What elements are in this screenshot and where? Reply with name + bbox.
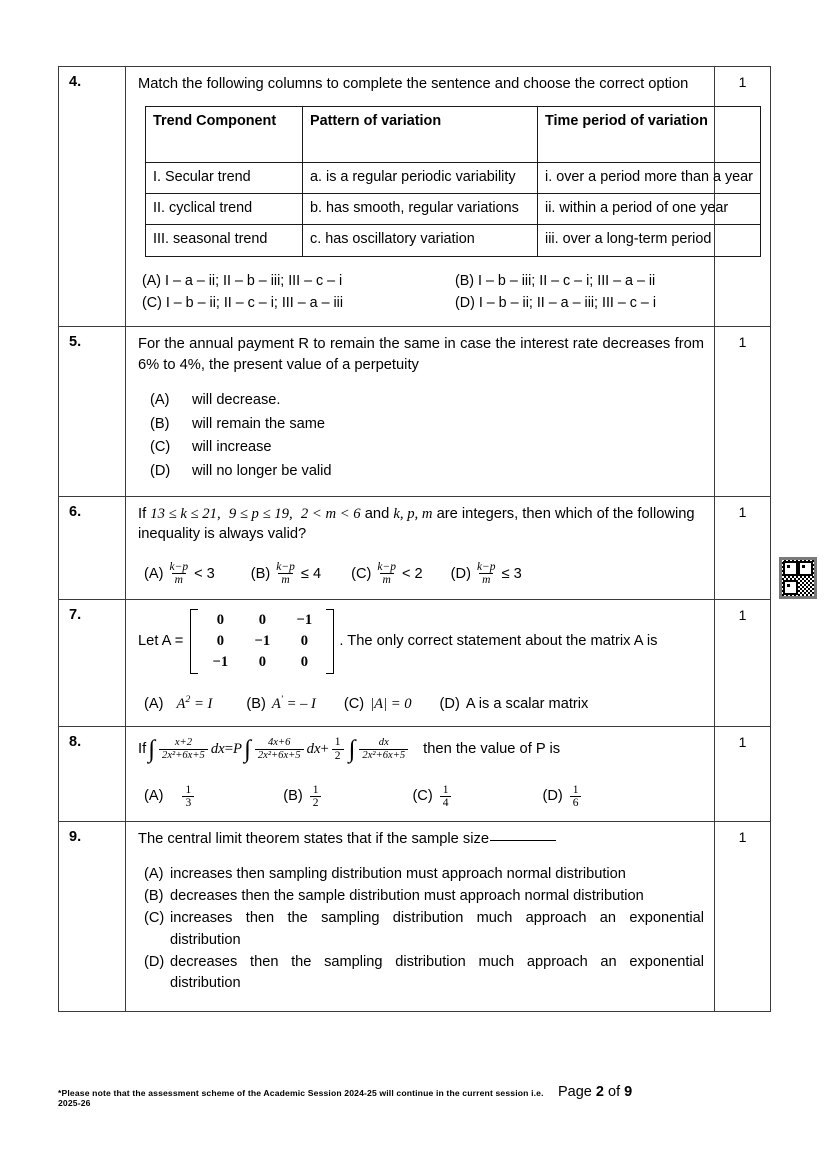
question-number: 6.: [69, 503, 82, 520]
matching-cell-pattern: a. is a regular periodic variability: [303, 162, 538, 193]
question-row-7: [59, 599, 771, 727]
option-a-fraction: $\frac{k-p}{m}$: [169, 561, 189, 587]
differential-1: dx: [210, 740, 225, 757]
option-b[interactable]: [251, 561, 321, 586]
option-c[interactable]: [351, 561, 423, 586]
coefficient-p: P: [232, 740, 242, 757]
question-marks: 1: [738, 334, 747, 351]
matching-row: [146, 194, 761, 225]
option-b[interactable]: [283, 784, 324, 809]
question-number-cell: [59, 727, 126, 822]
question-stem: [138, 504, 704, 546]
question-marks: 1: [738, 606, 747, 623]
integral-sign-icon: ∫: [148, 735, 156, 763]
qr-finder-top-left: [783, 561, 798, 576]
option-d-label: (D): [439, 695, 460, 712]
question-body-cell: [126, 599, 715, 727]
integrand-3: $\frac{dx}{\text{2x²+6x+5}}$: [359, 737, 408, 760]
question-5-options: [138, 389, 704, 484]
option-d[interactable]: [150, 460, 704, 484]
question-9-options: [138, 864, 704, 995]
question-number-cell: [59, 496, 126, 599]
integrand-2: $\frac{4x+6}{\text{2x²+6x+5}}$: [255, 737, 304, 760]
one-half-fraction: $\frac{1}{2}$: [332, 736, 344, 761]
matching-cell-pattern: c. has oscillatory variation: [303, 225, 538, 256]
plus-sign: +: [320, 740, 329, 757]
question-number-cell: [59, 327, 126, 496]
option-a-fraction: $\frac{1}{3}$: [182, 784, 194, 809]
option-a-label: (A): [144, 695, 164, 712]
fill-in-blank: [490, 840, 556, 841]
question-stem-text: The central limit theorem states that if the sample size: [138, 831, 490, 848]
matching-table-wrapper: [145, 106, 753, 257]
option-b-text: decreases then the sample distribution must approach normal distribution: [170, 887, 644, 904]
footer-note: *Please note that the assessment scheme of the Academic Session 2024-25 will continue in the current session i.e. 2025-26: [58, 1088, 544, 1108]
question-marks: 1: [738, 74, 747, 90]
question-marks: 1: [738, 829, 747, 846]
matrix-cell: 0: [300, 632, 308, 649]
matching-cell-trend: I. Secular trend: [146, 162, 303, 193]
option-c-label: (C): [150, 439, 171, 456]
question-body-cell: [126, 67, 753, 327]
option-a[interactable]: [144, 561, 215, 586]
stem-lead: If: [138, 740, 147, 757]
option-c-label: (C): [351, 565, 372, 582]
matrix-cell: −1: [212, 653, 229, 670]
option-b-label: (B): [283, 788, 303, 805]
stem-lead: If: [138, 505, 151, 522]
qr-finder-top-right: [798, 561, 813, 576]
option-d-label: (D): [144, 953, 165, 970]
option-c-fraction: $\frac{k-p}{m}$: [377, 561, 396, 587]
matching-header-trend-text: Trend Component: [153, 112, 277, 129]
option-c-fraction: $\frac{1}{4}$: [440, 784, 452, 809]
question-7-options: [138, 694, 704, 715]
option-d[interactable]: [144, 952, 704, 996]
page-number: 2: [595, 1084, 604, 1100]
question-body-cell: [126, 727, 715, 822]
option-c[interactable]: [144, 908, 704, 952]
matrix-cell: −1: [254, 632, 271, 649]
matching-cell-time: ii. within a period of one year: [538, 194, 761, 225]
question-marks-cell: [715, 822, 771, 1012]
matching-header-row: [146, 106, 761, 162]
page-indicator: [558, 1084, 632, 1100]
stem-mid: and: [360, 505, 394, 522]
option-c[interactable]: [150, 436, 704, 460]
page-total: 9: [624, 1084, 633, 1100]
page-label-prefix: Page: [558, 1084, 596, 1100]
matrix-cell: 0: [258, 611, 266, 628]
option-b-label: (B): [150, 415, 170, 432]
question-marks-cell: [715, 727, 771, 822]
option-c-text: increases then the sampling distribution much approach an exponential distribution: [170, 909, 704, 948]
integral-sign-icon: ∫: [348, 735, 356, 763]
stem-inequality-3: 2 < m < 6: [300, 505, 361, 522]
question-marks: 1: [738, 734, 747, 751]
differential-2: dx: [306, 740, 321, 757]
matching-cell-trend: II. cyclical trend: [146, 194, 303, 225]
option-b-expr: A′ = – I: [271, 693, 316, 712]
option-b-fraction: $\frac{k-p}{m}$: [276, 561, 295, 587]
option-a-text: increases then sampling distribution must approach normal distribution: [170, 865, 626, 882]
question-number-cell: [59, 822, 126, 1012]
question-marks-cell: [715, 67, 771, 327]
question-number: 4.: [69, 74, 82, 90]
question-number: 8.: [69, 734, 82, 751]
matching-header-pattern-text: Pattern of variation: [310, 112, 442, 129]
question-number: 9.: [69, 829, 82, 846]
option-d-label: (D): [542, 788, 563, 805]
option-d-relation: ≤ 3: [501, 565, 522, 582]
option-b-text: will remain the same: [192, 415, 326, 432]
question-row-9: [59, 822, 771, 1012]
matrix-cell: 0: [216, 632, 224, 649]
matching-row: [146, 162, 761, 193]
question-body-cell: [126, 822, 715, 1012]
option-d-expr: A is a scalar matrix: [465, 695, 589, 712]
question-marks-cell: [715, 327, 771, 496]
question-body-cell: [126, 496, 715, 599]
option-b[interactable]: [150, 413, 704, 437]
matrix-left-bracket: [190, 609, 198, 674]
option-a-label: (A): [144, 865, 164, 882]
question-row-5: [59, 327, 771, 496]
qr-finder-bottom-left: [783, 580, 798, 595]
option-b-label: (B): [144, 887, 164, 904]
question-marks-cell: [715, 496, 771, 599]
stem-tail: then the value of P is: [423, 740, 561, 757]
option-a-label: (A): [144, 788, 164, 805]
matching-row: [146, 225, 761, 256]
option-c[interactable]: [412, 784, 454, 809]
option-a-relation: < 3: [194, 565, 215, 582]
option-d[interactable]: [451, 561, 522, 586]
question-stem: [138, 736, 704, 761]
matching-header-trend: [146, 106, 303, 162]
question-number: 5.: [69, 334, 82, 351]
option-a-label: (A): [150, 391, 170, 408]
option-d-label: (D): [450, 565, 471, 582]
option-d[interactable]: [542, 784, 584, 809]
stem-vars: k, p, m: [393, 505, 433, 522]
question-marks: 1: [738, 503, 747, 520]
option-a[interactable]: [150, 389, 704, 413]
question-4-options: [138, 271, 704, 314]
option-d-fraction: $\frac{k-p}{m}$: [476, 561, 496, 587]
matrix-cell: −1: [296, 611, 313, 628]
qr-code-icon: [779, 557, 817, 599]
option-b-relation: ≤ 4: [300, 565, 322, 582]
option-c[interactable]: (C) I – b – ii; II – c – i; III – a – iii: [142, 295, 344, 312]
stem-tail: . The only correct statement about the matrix A is: [339, 632, 658, 649]
option-d-text: decreases then the sampling distribution much approach an exponential distribution: [170, 953, 704, 992]
option-b-label: (B): [246, 695, 266, 712]
stem-inequality-2: 9 ≤ p ≤ 19,: [228, 505, 293, 522]
integrand-1: $\frac{x+2}{\text{2x²+6x+5}}$: [159, 737, 208, 760]
question-marks-cell: [715, 599, 771, 727]
option-b[interactable]: [144, 886, 704, 908]
stem-tail: are integers, then which of the following inequality is always valid?: [138, 505, 695, 543]
option-d-fraction: $\frac{1}{6}$: [570, 784, 582, 809]
option-b-fraction: $\frac{1}{2}$: [310, 784, 322, 809]
equals-sign: =: [224, 740, 233, 757]
question-stem: [138, 609, 704, 674]
matrix-grid: [198, 609, 326, 674]
option-c-label: (C): [144, 909, 165, 926]
option-a-label: (A): [144, 565, 164, 582]
option-a[interactable]: (A) I – a – ii; II – b – iii; III – c – i: [142, 272, 343, 289]
matrix-a: [190, 609, 334, 674]
question-body-cell: [126, 327, 715, 496]
matching-table: [145, 106, 761, 257]
question-table: [58, 66, 771, 1012]
matching-cell-trend: III. seasonal trend: [146, 225, 303, 256]
question-row-4: [59, 67, 771, 327]
stem-inequality-1: 13 ≤ k ≤ 21,: [150, 505, 221, 522]
option-a-expr: $A^2 = I$: [176, 693, 213, 712]
page-footer: [58, 1084, 769, 1108]
matching-cell-time: i. over a period more than a year: [538, 162, 761, 193]
option-c-expr: |A| = 0: [370, 695, 412, 712]
option-d-label: (D): [150, 462, 171, 479]
matrix-cell: 0: [300, 653, 308, 670]
option-c-relation: < 2: [401, 565, 423, 582]
option-c[interactable]: [344, 694, 412, 715]
option-b-label: (B): [250, 565, 271, 582]
option-a[interactable]: [144, 784, 197, 809]
question-number: 7.: [69, 606, 82, 623]
question-stem: Match the following columns to complete the sentence and choose the correct option: [138, 76, 689, 92]
question-number-cell: [59, 599, 126, 727]
option-b[interactable]: (B) I – b – iii; II – c – i; III – a – ii: [455, 272, 656, 289]
option-d[interactable]: (D) I – b – ii; II – a – iii; III – c – i: [455, 295, 657, 312]
integral-sign-icon: ∫: [243, 735, 251, 763]
matrix-cell: 0: [258, 653, 266, 670]
option-c-label: (C): [412, 788, 433, 805]
option-d[interactable]: [440, 694, 589, 715]
option-a[interactable]: [144, 864, 704, 886]
question-8-options: [138, 784, 704, 809]
question-6-options: [138, 561, 704, 586]
matrix-cell: 0: [216, 611, 224, 628]
option-c-text: will increase: [192, 439, 272, 456]
question-number-cell: [59, 67, 126, 327]
matching-header-time-text: Time period of variation: [545, 112, 708, 129]
matching-header-pattern: [303, 106, 538, 162]
stem-lead: Let A =: [138, 632, 184, 649]
question-stem: [138, 829, 704, 850]
matching-cell-time: iii. over a long-term period: [538, 225, 761, 256]
option-b[interactable]: [246, 694, 316, 715]
option-d-text: will no longer be valid: [192, 462, 332, 479]
question-stem: For the annual payment R to remain the same in case the interest rate decreases from 6% to 4%, the present value of a perpetuity: [138, 336, 704, 374]
question-row-6: [59, 496, 771, 599]
matching-cell-pattern: b. has smooth, regular variations: [303, 194, 538, 225]
qr-code-pattern: [782, 560, 814, 596]
matrix-right-bracket: [326, 609, 334, 674]
question-row-8: [59, 727, 771, 822]
page-of: of: [603, 1084, 625, 1100]
option-c-label: (C): [343, 695, 365, 712]
option-a[interactable]: [144, 694, 212, 715]
option-a-text: will decrease.: [192, 391, 281, 408]
